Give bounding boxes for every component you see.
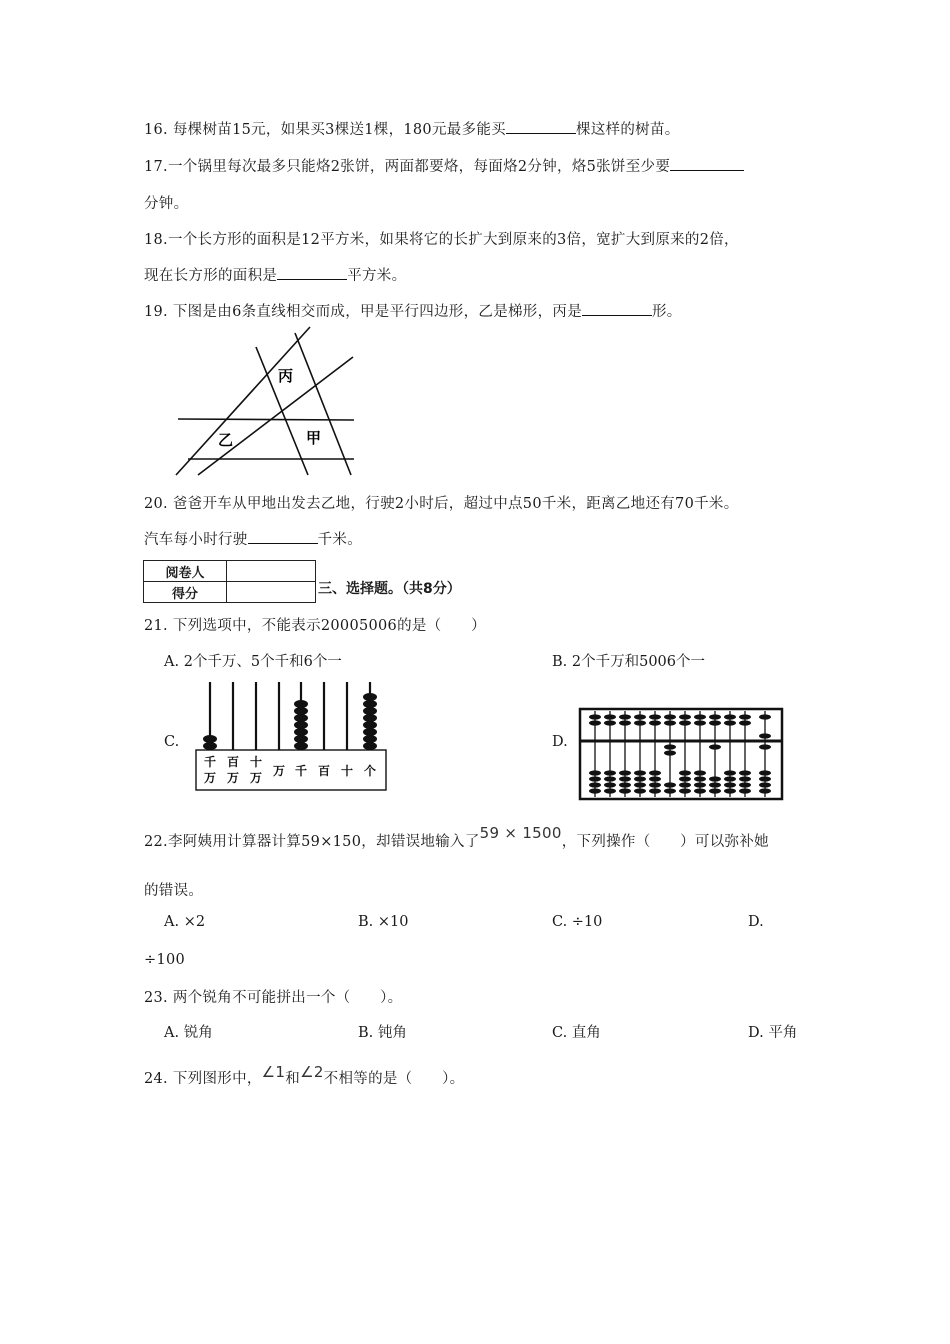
- question-24: [144, 1063, 465, 1088]
- svg-text:万: 万: [272, 764, 286, 778]
- q22-text-after: ，下列操作（ ）可以弥补她: [561, 834, 769, 850]
- question-21: 21. 下列选项中，不能表示20005006的是（ ）: [144, 618, 486, 634]
- question-18: 18.一个长方形的面积是12平方米，如果将它的长扩大到原来的3倍，宽扩大到原来的2倍，: [144, 232, 739, 248]
- q16-text-after: 棵这样的树苗。: [575, 122, 680, 138]
- question-19: [144, 300, 682, 321]
- q23-option-a[interactable]: A. 锐角: [164, 1025, 213, 1041]
- q19-answer-blank[interactable]: [582, 301, 652, 316]
- q22-option-d[interactable]: D.: [748, 914, 764, 930]
- q24-text: 24. 下列图形中，: [144, 1071, 262, 1087]
- q22-option-a[interactable]: A. ×2: [164, 914, 206, 930]
- svg-text:十: 十: [340, 764, 354, 778]
- svg-text:万: 万: [203, 771, 217, 785]
- q22-option-c[interactable]: C. ÷10: [552, 914, 603, 930]
- q22-option-b[interactable]: B. ×10: [358, 914, 409, 930]
- abacus-figure: [578, 707, 784, 801]
- q19-text-after: 形。: [652, 304, 682, 320]
- q20-text: 汽车每小时行驶: [144, 532, 248, 548]
- q22-text: 22.李阿姨用计算器计算59×150，却错误地输入了: [144, 834, 480, 850]
- reviewer-label: 阅卷人: [144, 561, 227, 582]
- question-17: [144, 155, 744, 176]
- question-20-line2: [144, 528, 362, 549]
- question-22: [144, 824, 769, 851]
- q16-text: 16. 每棵树苗15元，如果买3棵送1棵，180元最多能买: [144, 122, 506, 138]
- q21-option-d[interactable]: D.: [552, 734, 568, 750]
- reviewer-field[interactable]: [227, 561, 316, 582]
- q24-mid: 和: [285, 1071, 301, 1087]
- q22-option-d-value: ÷100: [144, 952, 186, 968]
- svg-text:个: 个: [363, 764, 377, 778]
- svg-text:百: 百: [317, 764, 331, 778]
- svg-text:千: 千: [294, 764, 308, 778]
- counting-frame-figure: [194, 678, 390, 792]
- score-table: [143, 560, 316, 603]
- q18-text-after: 平方米。: [347, 268, 407, 284]
- question-17-line2: 分钟。: [144, 196, 189, 212]
- q23-option-d[interactable]: D. 平角: [748, 1025, 798, 1041]
- q20-text-after: 千米。: [317, 532, 363, 548]
- q17-text: 17.一个锅里每次最多只能烙2张饼，两面都要烙，每面烙2分钟，烙5张饼至少要: [144, 159, 671, 175]
- question-20: 20. 爸爸开车从甲地出发去乙地，行驶2小时后，超过中点50千米，距离乙地还有70千米。: [144, 496, 739, 512]
- q18-answer-blank[interactable]: [277, 265, 347, 280]
- q23-option-b[interactable]: B. 钝角: [358, 1025, 407, 1041]
- q20-answer-blank[interactable]: [248, 529, 318, 544]
- q17-answer-blank[interactable]: [670, 156, 744, 171]
- label-jia: 甲: [306, 429, 322, 447]
- label-bing: 丙: [278, 367, 294, 385]
- q23-option-c[interactable]: C. 直角: [552, 1025, 601, 1041]
- q24-text-after: 不相等的是（ ）。: [323, 1071, 465, 1087]
- q16-answer-blank[interactable]: [506, 119, 576, 134]
- score-label: 得分: [144, 582, 227, 603]
- svg-text:千: 千: [203, 755, 217, 769]
- section-title: 三、选择题。（共8分）: [318, 581, 461, 597]
- q19-text: 19. 下图是由6条直线相交而成，甲是平行四边形，乙是梯形，丙是: [144, 304, 582, 320]
- angle-2-icon: ∠2: [300, 1063, 324, 1081]
- q18-text: 现在长方形的面积是: [144, 268, 278, 284]
- question-23: 23. 两个锐角不可能拼出一个（ ）。: [144, 990, 403, 1006]
- q22-input-expression: 59 × 1500: [479, 824, 562, 842]
- label-yi: 乙: [218, 431, 234, 449]
- score-field[interactable]: [227, 582, 316, 603]
- intersecting-lines-figure: [168, 325, 358, 477]
- svg-text:百: 百: [226, 755, 240, 769]
- svg-text:万: 万: [226, 771, 240, 785]
- angle-1-icon: ∠1: [261, 1063, 286, 1081]
- q21-option-c[interactable]: C.: [164, 734, 180, 750]
- q21-option-a[interactable]: A. 2个千万、5个千和6个一: [164, 654, 342, 670]
- question-16: [144, 118, 680, 139]
- svg-text:万: 万: [249, 771, 263, 785]
- question-18-line2: [144, 264, 406, 285]
- question-22-line2: 的错误。: [144, 883, 204, 899]
- svg-text:十: 十: [249, 755, 263, 769]
- q21-option-b[interactable]: B. 2个千万和5006个一: [552, 654, 705, 670]
